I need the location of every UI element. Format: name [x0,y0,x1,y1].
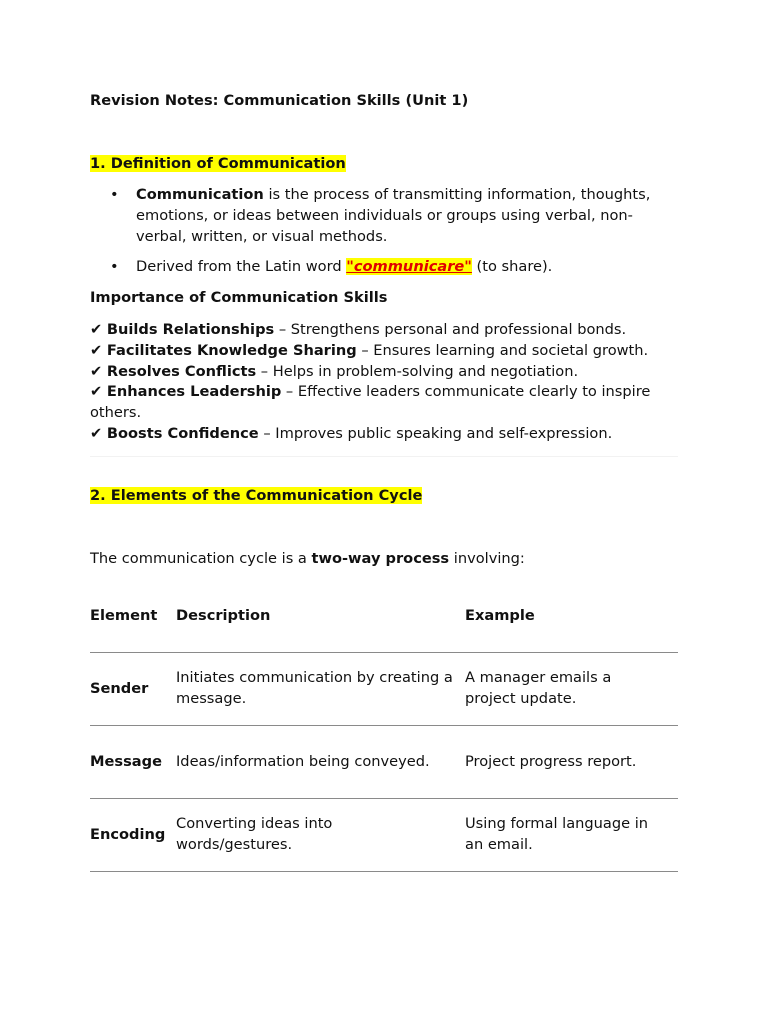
check-icon: ✔ [90,341,103,359]
importance-term: Boosts Confidence [106,424,259,442]
column-header-example: Example [465,580,678,653]
section-heading-definition [90,154,346,175]
etymology-text-pre: Derived from the Latin word [136,258,347,276]
importance-checklist [90,320,678,445]
elements-table [90,580,678,872]
list-item [90,185,678,247]
check-icon: ✔ [90,383,103,401]
intro-text-pre: The communication cycle is a [90,550,312,567]
section-divider [90,456,678,457]
column-header-description: Description [176,580,465,653]
importance-text: – Strengthens personal and professional bonds. [274,321,627,338]
table-cell-element: Encoding [90,799,176,872]
importance-text: – Helps in problem-solving and negotiation. [256,362,579,380]
importance-text: – Ensures learning and societal growth. [356,341,649,359]
intro-text-post: involving: [449,550,525,567]
bullet-marker: • [110,258,119,276]
list-item [90,424,678,445]
table-row [90,653,678,726]
table-cell-example: A manager emails a project update. [465,653,678,726]
table-cell-description: Converting ideas into words/gestures. [176,799,465,872]
table-cell-description: Ideas/information being conveyed. [176,726,465,799]
check-icon: ✔ [90,362,103,380]
table-header-row [90,580,678,653]
section-heading-elements [90,486,422,507]
intro-text-bold: two-way process [311,550,450,567]
etymology-text-post: (to share). [471,258,553,276]
importance-term: Facilitates Knowledge Sharing [106,341,357,359]
table-cell-example: Using formal language in an email. [465,799,678,872]
importance-term: Resolves Conflicts [106,362,257,380]
importance-heading: Importance of Communication Skills [90,289,388,306]
table-cell-description: Initiates communication by creating a message. [176,653,465,726]
importance-text: – Effective leaders communicate clearly to inspire others. [90,383,651,422]
column-header-element: Element [90,580,176,653]
list-item [90,362,678,383]
list-item [90,341,678,362]
table-row [90,726,678,799]
list-item [90,257,678,278]
latin-word-highlight: "communicare" [346,258,472,276]
section-heading-definition-text: 1. Definition of Communication [90,155,346,172]
table-cell-element: Sender [90,653,176,726]
definition-text: is the process of transmitting information, thoughts, emotions, or ideas between individuals or groups using verbal, non-verbal, written, or visual methods. [136,186,651,245]
check-icon: ✔ [90,424,103,442]
cycle-intro [90,549,525,570]
table-cell-element: Message [90,726,176,799]
table-cell-example: Project progress report. [465,726,678,799]
importance-term: Enhances Leadership [106,383,282,401]
importance-term: Builds Relationships [106,321,275,338]
definition-bullet-list [90,185,678,288]
importance-text: – Improves public speaking and self-expression. [258,424,613,442]
list-item [90,320,678,341]
bullet-marker: • [110,186,119,203]
table-row [90,799,678,872]
document-title: Revision Notes: Communication Skills (Unit 1) [90,92,469,109]
check-icon: ✔ [90,321,103,338]
section-heading-elements-text: 2. Elements of the Communication Cycle [90,487,423,504]
list-item [90,382,678,424]
definition-term: Communication [136,186,264,203]
